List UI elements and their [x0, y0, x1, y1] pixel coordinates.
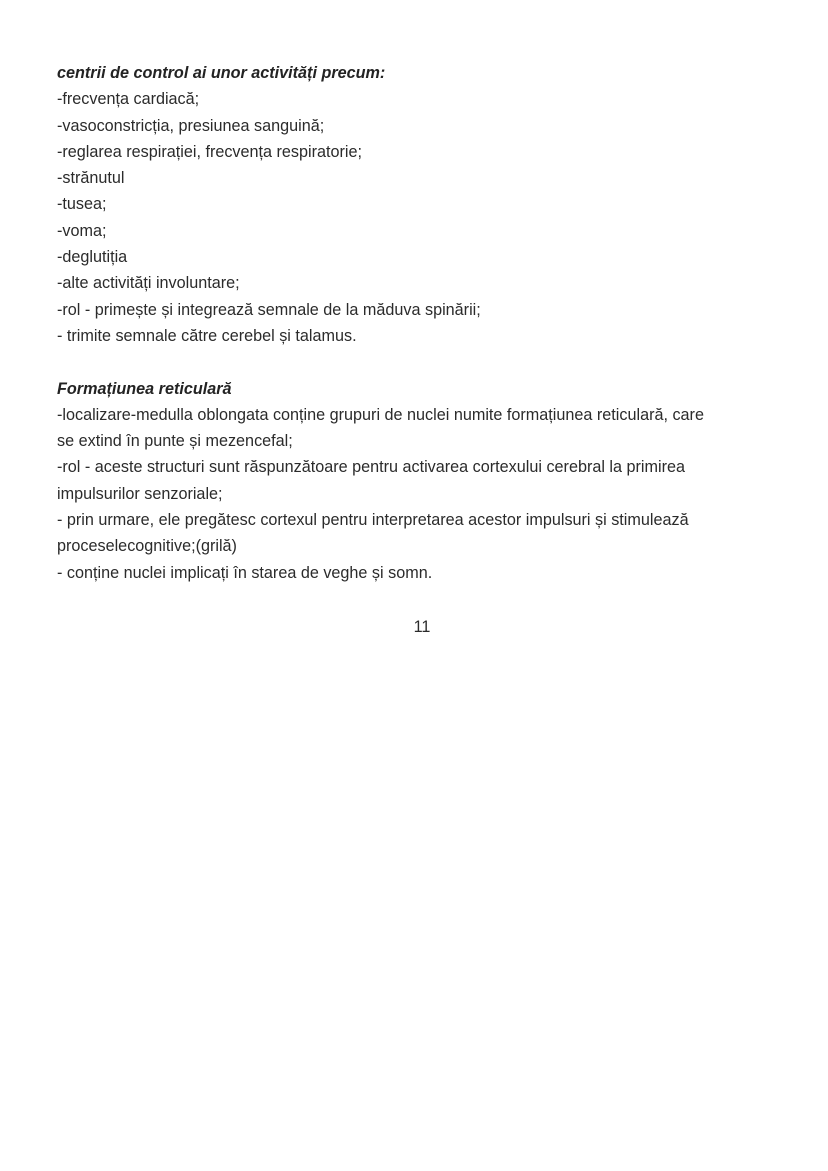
section-heading-reticular-formation: Formațiunea reticulară [57, 379, 232, 398]
list-item-vasoconstriction: -vasoconstricția, presiunea sanguină; [57, 116, 325, 135]
paragraph-spacer [57, 349, 787, 375]
document-page [57, 60, 787, 586]
paragraph-line: se extind în punte și mezencefal; [57, 432, 293, 451]
paragraph-line: - prin urmare, ele pregătesc cortexul pentru interpretarea acestor impulsuri și stimulează [57, 511, 689, 530]
list-item-respiration: -reglarea respirației, frecvența respiratorie; [57, 142, 362, 161]
paragraph-line: proceselecognitive;(grilă) [57, 537, 237, 556]
paragraph-line: - conține nuclei implicați în starea de veghe și somn. [57, 563, 433, 582]
list-item-other-involuntary: -alte activități involuntare; [57, 274, 240, 293]
list-item-role-receives: -rol - primește și integrează semnale de la măduva spinării; [57, 300, 481, 319]
reticular-formation-section [57, 376, 787, 586]
list-item-vomiting: -voma; [57, 221, 107, 240]
paragraph-line: -rol - aceste structuri sunt răspunzătoare pentru activarea cortexului cerebral la primirea [57, 458, 685, 477]
section-heading-control-centers: centrii de control ai unor activități precum: [57, 64, 386, 82]
paragraph-line: impulsurilor senzoriale; [57, 484, 223, 503]
list-item-sends-signals: - trimite semnale către cerebel și talamus. [57, 326, 357, 345]
control-centers-section [57, 60, 787, 349]
page-number: 11 [413, 618, 431, 636]
list-item-cough: -tusea; [57, 195, 107, 214]
list-item-swallowing: -deglutiția [57, 248, 128, 267]
paragraph-line: -localizare-medulla oblongata conține grupuri de nuclei numite formațiunea reticulară, care [57, 405, 704, 424]
list-item-heart-rate: -frecvența cardiacă; [57, 90, 200, 109]
list-item-sneezing: -strănutul [57, 169, 125, 188]
